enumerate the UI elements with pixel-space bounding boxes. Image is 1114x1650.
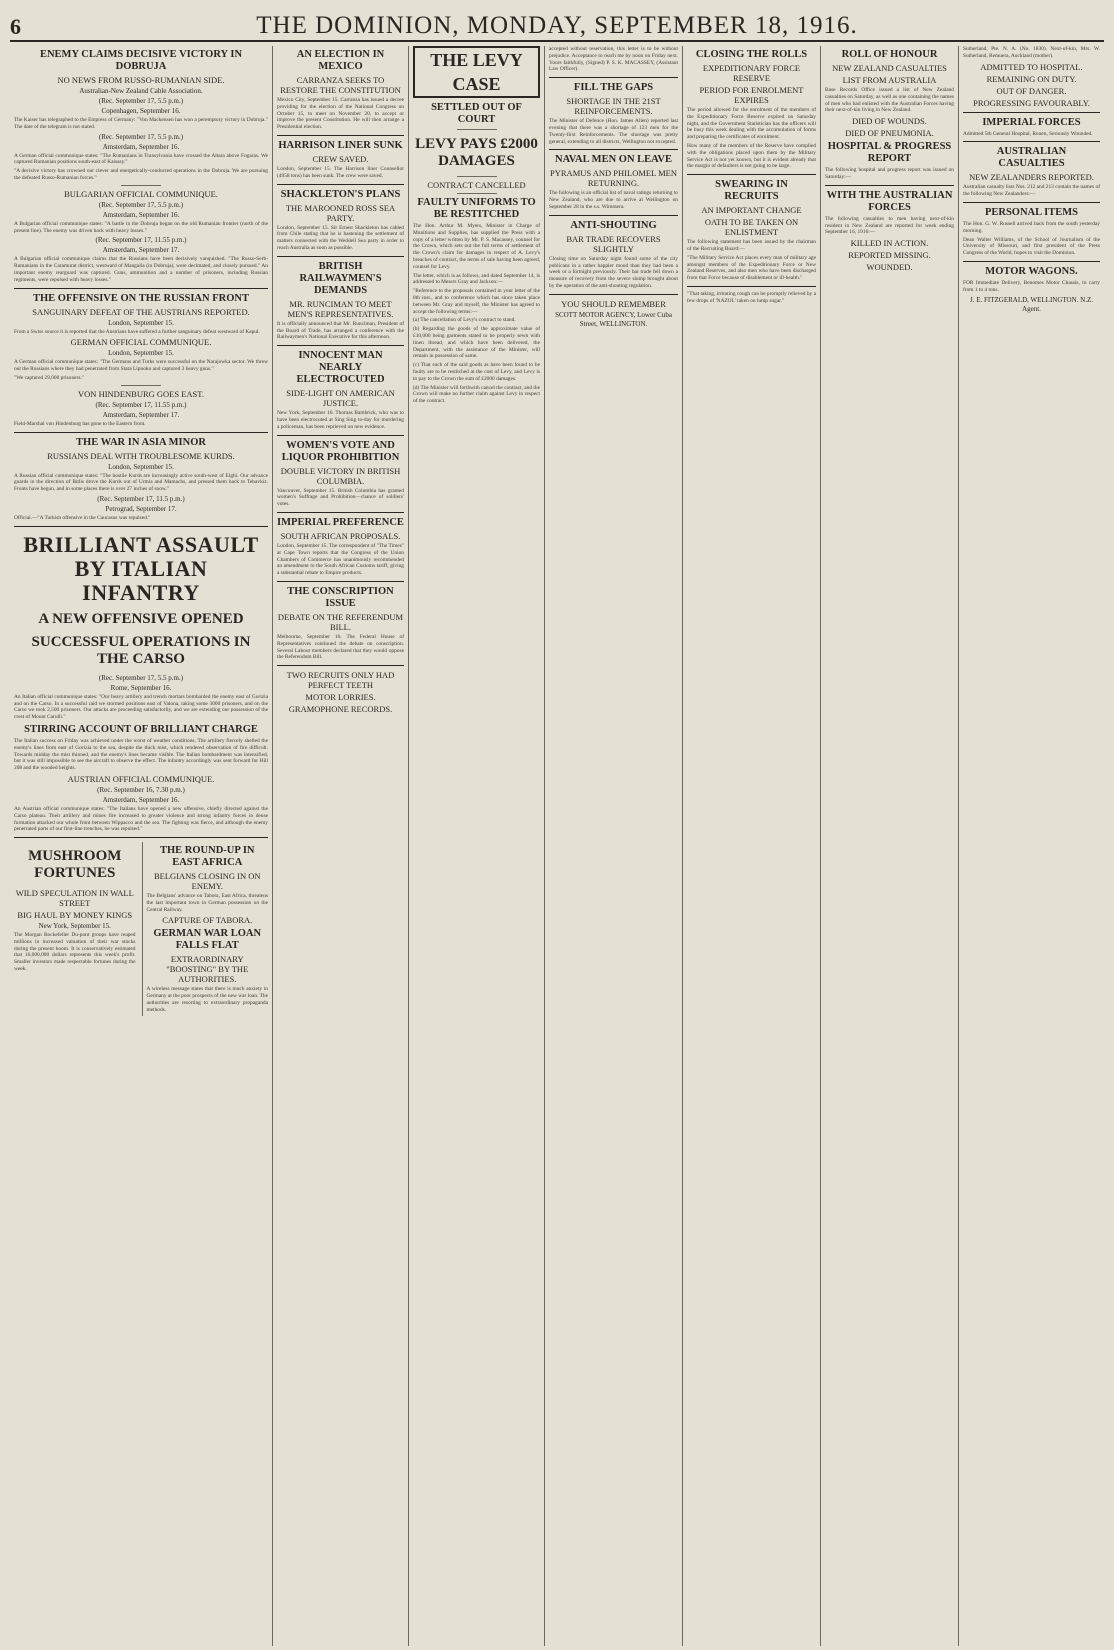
subhead-bulgarian: BULGARIAN OFFICIAL COMMUNIQUE. <box>64 188 218 199</box>
article-text: The Hon. Arthur M. Myers, Minister in Charge of Munitions and Supplies, has supplied the Press with a copy of a letter written by Mr. P. S. Macassey, counsel for the Crown, which sets out the full terms of settlement of the Crown's claim for damages in respect of A. Levy's breaches of contract, the terms of sale having been agreed, counsel for Levy. <box>413 223 540 270</box>
article-text: London, September 15. Sir Ernest Shackleton has cabled from Chile stating that he is hastening the settlement of matters connected with the Weddell Sea party in order to reach Australia as soon as possible. <box>277 224 404 251</box>
subhead-crew: CREW SAVED. <box>312 153 369 164</box>
article-text: Melbourne, September 16. The Federal House of Representatives continued the debate on conscription. Several Labour members declared that they would oppose the Referendum Bill. <box>277 633 404 661</box>
dateline: Petrograd, September 17. <box>105 504 177 513</box>
article-text: A wireless message states that there is much anxiety in Germany at the poor prospects of the new war loan. The authorities are resorting to extraordinary propaganda methods. <box>146 986 268 1013</box>
article-text: Field-Marshal von Hindenburg has gone to the Eastern front. <box>14 420 146 427</box>
article-text: A Bulgarian official communique claims that the Russians have been decisively vanquished. "The Russo-Serb-Rumanians in the Caramurat district, westward of Mangalia (in Dobruja), were decimated, and closely pursued." An important enemy rearguard was captured. Guns, ammunition and a number of prisoners, including Russian regiments, were repulsed with heavy losses." <box>14 256 268 283</box>
article-text: London, September 15. The Harrison liner Counsellor (4958 tons) has been sunk. The crew were saved. <box>277 165 404 179</box>
subhead-killed: KILLED IN ACTION. <box>850 238 929 249</box>
column-6 <box>820 46 958 1646</box>
headline-enemy-claims: ENEMY CLAIMS DECISIVE VICTORY IN DOBRUJA <box>39 49 243 72</box>
subhead-enrolment: PERIOD FOR ENROLMENT EXPIRES <box>699 85 804 105</box>
received-line: (Rec. September 17, 11.55 p.m.) <box>95 236 187 245</box>
headline-personal-items: PERSONAL ITEMS <box>984 206 1079 218</box>
advert-motor-agency: SCOTT MOTOR AGENCY, Lower Cuba Street, WELLINGTON. <box>555 310 672 328</box>
article-text: The following hospital and progress report was issued on Saturday:— <box>825 167 954 180</box>
dateline: London, September 15. <box>108 318 174 327</box>
dateline: Amsterdam, September 17. <box>102 246 180 255</box>
subhead-defeat: SANGUINARY DEFEAT OF THE AUSTRIANS REPORTED. <box>32 306 250 317</box>
subhead-bar-trade: BAR TRADE RECOVERS SLIGHTLY <box>566 233 661 254</box>
article-text: The Belgians' advance on Tabora, East Africa, threatens the last important town in German possession on the Central Railway. <box>146 893 268 913</box>
subhead-german: GERMAN OFFICIAL COMMUNIQUE. <box>70 337 212 348</box>
headline-offensive: THE OFFENSIVE ON THE RUSSIAN FRONT <box>33 292 249 304</box>
headline-mushroom-fortunes: MUSHROOM FORTUNES <box>28 848 122 882</box>
subhead-belgians: BELGIANS CLOSING IN ON ENEMY. <box>154 871 261 892</box>
article-text: An Italian official communique states: "Our heavy artillery and trench mortars bombarded the enemy east of Gorizia and on the Carso. In a successful raid we stormed positions east of Valona, taking some 3000 prisoners, and on the Carso we took 2,500 prisoners. Our attacks are proceeding satisfactorily, and we are extending our possession of the crest of Mount Carulli." <box>14 693 268 721</box>
dateline: Amsterdam, September 16. <box>102 795 180 804</box>
headline-conscription: THE CONSCRIPTION ISSUE <box>287 585 394 609</box>
article-text: A German official communique states: "The Germans and Turks were successful on the Narajowka sector. We threw out the Russians where they had penetrated from Stara Lipnoko and captured 3 heavy guns." <box>14 359 268 373</box>
subhead-died-pneumonia: DIED OF PNEUMONIA. <box>845 128 934 139</box>
subhead-hindenburg: VON HINDENBURG GOES EAST. <box>78 388 204 399</box>
advert-lorries: MOTOR LORRIES. <box>305 692 376 703</box>
agency-line: Australian-New Zealand Cable Association. <box>79 87 203 95</box>
article-text: It is officially announced that Mr. Runciman, President of the Board of Trade, has arranged a conference with the Railwaymen's National Executive for this afternoon. <box>277 320 404 341</box>
subhead-progressing: PROGRESSING FAVOURABLY. <box>973 97 1090 108</box>
subhead-faulty-uniforms: FAULTY UNIFORMS TO BE RESTITCHED <box>417 197 536 220</box>
headline-war-loan: GERMAN WAR LOAN FALLS FLAT <box>153 928 262 952</box>
subhead-out-of-danger: OUT OF DANGER. <box>996 85 1067 96</box>
subhead-change: AN IMPORTANT CHANGE <box>701 205 802 216</box>
subhead-died-wounds: DIED OF WOUNDS. <box>852 116 927 127</box>
subhead-british-columbia: DOUBLE VICTORY IN BRITISH COLUMBIA. <box>280 465 401 486</box>
article-text: The following statement has been issued by the chairman of the Recruiting Board:— <box>687 239 816 252</box>
article-text: "We captured 29,000 prisoners." <box>14 374 84 381</box>
subhead-oath: OATH TO BE TAKEN ON ENLISTMENT <box>704 217 799 238</box>
article-text: Base Records Office issued a list of New Zealand casualties on Saturday, as well as one containing the names of men who had enlisted with the Australian Forces having their next-of-kin living in New Zealand. <box>825 87 954 114</box>
headline-hospital-report: HOSPITAL & PROGRESS REPORT <box>827 141 952 165</box>
headline-brilliant-assault: BRILLIANT ASSAULT BY ITALIAN INFANTRY <box>23 531 259 605</box>
article-text: The Kaiser has telegraphed to the Empress of Germany: "Von Mackensen has won a peremptory victory in Dobruja." The date of the telegram is not stated. <box>14 117 268 130</box>
subhead-remaining: REMAINING ON DUTY. <box>986 73 1077 84</box>
subhead-referendum: DEBATE ON THE REFERENDUM BILL. <box>277 611 404 632</box>
column-4 <box>544 46 682 1646</box>
dateline: Amsterdam, September 16. <box>102 210 180 219</box>
advert-nazol: "That taking, irritating cough can be promptly relieved by a few drops of 'NAZOL' taken on lump sugar." <box>687 290 816 304</box>
received-line: (Rec. September 17, 5.5 p.m.) <box>98 132 184 141</box>
headline-mexico: AN ELECTION IN MEXICO <box>296 49 385 72</box>
subhead-runciman: MR. RUNCIMAN TO MEET MEN'S REPRESENTATIVES. <box>287 298 394 319</box>
received-line: (Rec. September 17, 5.5 p.m.) <box>98 97 184 105</box>
article-text: accepted without reservation, this letter is to be without prejudice. Acceptance to reach me by noon on Friday next. Yours faithfully, (Signed) P. S. K. MACASSEY, (Assistant Law Officer). <box>549 46 678 73</box>
article-text: The Morgan Rockefeller Du-pont groups have reaped millions in increased valuation of their war stocks during the present boom. It is conservatively estimated that 16,000,000 dollars represents this week's profit. Smaller investors made respectable fortunes during the week. <box>14 932 136 973</box>
headline-levy-case: THE LEVY CASE <box>413 46 540 98</box>
headline-anti-shouting: ANTI-SHOUTING <box>570 219 657 231</box>
article-text: (d) The Minister will forthwith cancel the contract, and the Crown will make no further claim against Levy in respect of the contract. <box>413 384 540 405</box>
dateline: New York, September 15. <box>38 922 111 931</box>
headline-australian-casualties: AUSTRALIAN CASUALTIES <box>996 146 1067 170</box>
received-line: (Rec. September 17, 5.5 p.m.) <box>98 673 184 682</box>
column-2 <box>272 46 408 1646</box>
headline-levy-pays: LEVY PAYS £2000 DAMAGES <box>415 136 538 169</box>
article-text: An Austrian official communique states: "The Italians have opened a new offensive, chiefly directed against the Carso plateau. Their artillery and mines fire increased to greater violence and strong infantry forces in dense formation attacked our whole front between Wippacco and the sea. The fighting was fierce, and although the enemy penetrated parts of our first-line trenches, he was repulsed." <box>14 805 268 833</box>
article-text: "The Military Service Act places every man of military age amongst members of the Expeditionary Force or New Zealand Reserves, and also men who have been discharged from that Force because of disablement or ill-health." <box>687 254 816 282</box>
dateline: Amsterdam, September 17. <box>102 410 180 419</box>
subhead-casualties: NEW ZEALAND CASUALTIES <box>832 63 947 73</box>
subhead-contract: CONTRACT CANCELLED <box>427 180 526 190</box>
subhead-justice: SIDE-LIGHT ON AMERICAN JUSTICE. <box>286 388 395 409</box>
advert-signature: J. E. FITZGERALD, WELLINGTON. N.Z. Agent. <box>969 295 1093 313</box>
headline-closing-rolls: CLOSING THE ROLLS <box>695 49 808 60</box>
article-text: The Minister of Defence (Hon. James Allen) reported last evening that there was a shortage of 123 men for the Twenty-first Reinforcements. The shortage was pretty general, extending to all districts, Wellington not excepted. <box>549 118 678 145</box>
headline-stirring-account: STIRRING ACCOUNT OF BRILLIANT CHARGE <box>24 723 258 735</box>
subhead-settled: SETTLED OUT OF COURT <box>431 102 522 125</box>
article-text: Admitted 5th General Hospital, Rouen, Seriously Wounded. <box>963 130 1093 137</box>
article-text: The period allowed for the enrolment of the members of the Expeditionary Force Reserve expired on Saturday night, and the Government Statistician has the officers will be busy this week dealing with the accumulation of forms and preparing the certificates of enrolment. <box>687 107 816 141</box>
subhead-admitted: ADMITTED TO HOSPITAL. <box>980 61 1083 72</box>
subhead-boosting: EXTRAORDINARY "BOOSTING" BY THE AUTHORITIES. <box>166 954 249 985</box>
received-line: (Rec. September 16, 7.30 p.m.) <box>97 785 185 794</box>
article-text: Australian casualty lists Nos. 212 and 213 contain the names of the following New Zealanders:— <box>963 184 1100 198</box>
headline-harrison: HARRISON LINER SUNK <box>278 139 403 151</box>
article-text: The Italian success on Friday was achieved under the worst of weather conditions. The artillery fiercely shelled the enemy's lines from east of Gorizia to the sea, despite the thick mist, which rendered observation of fire difficult. Towards midday the mist thinned, and the enemy's lines became visible. The Italian bombardment was intensified, but it was still impossible to see the aircraft to observe the effect. The infantry accordingly was sent forward for Hill 208 and the wooded heights. <box>14 737 268 772</box>
article-text: How many of the members of the Reserve have complied with the obligations placed upon them by the Military Service Act is not yet known, but it is evident already that the margin of defaulters is not going to be large. <box>687 142 816 170</box>
dateline: Amsterdam, September 16. <box>102 142 180 151</box>
dateline: Rome, September 16. <box>110 683 172 692</box>
newspaper-title: THE DOMINION, MONDAY, SEPTEMBER 18, 1916. <box>256 12 858 39</box>
subhead-australia-list: LIST FROM AUSTRALIA <box>842 75 937 85</box>
headline-fill-gaps: FILL THE GAPS <box>573 82 654 94</box>
headline-electrocuted: INNOCENT MAN NEARLY ELECTROCUTED <box>296 350 385 386</box>
article-text: Vancouver, September 15. British Columbia has granted women's Suffrage and Prohibition—chance of soldiers' votes. <box>277 487 404 508</box>
article-text: The Hon. G. W. Russell arrived back from the south yesterday morning. <box>963 220 1100 234</box>
headline-australian-forces: WITH THE AUSTRALIAN FORCES <box>826 189 953 213</box>
subhead-new-zealanders: NEW ZEALANDERS REPORTED. <box>969 172 1094 183</box>
headline-new-offensive: A NEW OFFENSIVE OPENED <box>38 610 244 627</box>
article-text: A German official communique states: "The Rumanians in Transylvania have crossed the Altara above Fogaras. We captured Rumanian positions south-east of Kaisasy." <box>14 152 268 166</box>
headline-swearing-in: SWEARING IN RECRUITS <box>715 179 788 203</box>
article-text: A Bulgarian official communique states: "A battle in the Dobruja began on the old Rumanian frontier (north of the present line). The enemy was driven back with heavy losses." <box>14 220 268 234</box>
subhead-shortage: SHORTAGE IN THE 21ST REINFORCEMENTS. <box>566 96 661 117</box>
subhead-kurds: RUSSIANS DEAL WITH TROUBLESOME KURDS. <box>47 450 235 461</box>
subhead-south-african: SOUTH AFRICAN PROPOSALS. <box>280 530 401 541</box>
article-text: From a Swiss source it is reported that the Austrians have suffered a further sanguinary defeat westward of Kapul. <box>14 328 260 335</box>
article-text: The following is an official list of naval ratings returning to New Zealand, who are due to arrive at Wellington on September 28 in the s.s. Wimmera. <box>549 190 678 210</box>
article-text: "Reference to the proposals contained in your letter of the 8th inst., and to conference which has since taken place between Mr. Gray and myself, the Minister has agreed to accept the following terms:— <box>413 288 540 315</box>
headline-railwaymen: BRITISH RAILWAYMEN'S DEMANDS <box>299 260 382 296</box>
article-text: (a) The cancellation of Levy's contract to stand. <box>413 317 516 324</box>
headline-east-africa: THE ROUND-UP IN EAST AFRICA <box>159 845 255 869</box>
column-7 <box>958 46 1104 1646</box>
headline-carso: SUCCESSFUL OPERATIONS IN THE CARSO <box>31 633 251 667</box>
article-text: London, September 15. The correspondent of "The Times" at Cape Town reports that the Congress of the Union Chambers of Commerce has unanimously recommended an amendment to the South African Customs tariff, giving a substantial rebate to Empire products. <box>277 542 404 577</box>
subhead-missing: REPORTED MISSING. <box>848 250 931 261</box>
article-text: (b) Regarding the goods of the approximate value of £10,000 being garments stated to be properly sewn with linen thread, and which have been delivered, the Department, with the assistance of the Minister, will remain in possession of same. <box>413 326 540 360</box>
article-text: New York, September 16. Thomas Bambrick, who was to have been electrocuted at Sing Sing to-day for murdering a policeman, has been reprieved on new evidence. <box>277 410 404 430</box>
headline-imperial-forces: IMPERIAL FORCES <box>982 116 1081 128</box>
advert-teeth: TWO RECRUITS ONLY HAD PERFECT TEETH <box>286 670 395 691</box>
received-line: (Rec. September 17, 11.5 p.m.) <box>97 494 185 503</box>
subhead-austrian: AUSTRIAN OFFICIAL COMMUNIQUE. <box>67 773 215 784</box>
advert-text: FOR Immediate Delivery, Benomes Motor Chassis, to carry from 1 to 4 tons. <box>963 279 1100 293</box>
advert-gramophone: GRAMOPHONE RECORDS. <box>288 704 393 715</box>
subhead-wall-street: WILD SPECULATION IN WALL STREET <box>15 888 134 909</box>
subhead-ross-sea: THE MAROONED ROSS SEA PARTY. <box>285 202 396 223</box>
article-text: Official.—"A Turkish offensive in the Caucasus was repulsed." <box>14 514 151 521</box>
subhead-pyramus: PYRAMUS AND PHILOMEL MEN RETURNING. <box>550 168 677 189</box>
advert-remember: YOU SHOULD REMEMBER <box>561 298 666 309</box>
subhead-money-kings: BIG HAUL BY MONEY KINGS <box>17 910 133 921</box>
article-text: Closing time on Saturday night found some of the city publicans in a rather happier mood than they had been a week or a fortnight previously. Their bar trade fell down a measure of recovery from the severe slump brought about by the operation of the anti-shouting regulation. <box>549 255 678 289</box>
article-text: Dean Walter Williams, of the School of Journalism of the University of Missouri, and first president of the Press Congress of the World, hopes to visit the Dominion. <box>963 236 1100 257</box>
dateline: Copenhagen, September 16. <box>101 107 181 115</box>
subhead-reserve: EXPEDITIONARY FORCE RESERVE <box>702 63 801 83</box>
headline-naval-men: NAVAL MEN ON LEAVE <box>555 154 672 166</box>
article-text: Mexico City, September 15. Carranza has issued a decree providing for the election of the National Congress on October 15, to meet on November 20, to accept or improve the present Constitution. He will then arrange a Presidential election. <box>277 97 404 131</box>
dateline: London, September 15. <box>108 462 174 471</box>
article-text: Sutherland, Pte. N. A. (No. 1830). Next-of-kin, Mrs. W. Sutherland, Remuera, Auckland (mother). <box>963 46 1100 59</box>
headline-motor-wagons: MOTOR WAGONS. <box>985 265 1078 277</box>
headline-womens-vote: WOMEN'S VOTE AND LIQUOR PROHIBITION <box>281 439 400 463</box>
article-text: (c) That such of the said goods as have been found to be faulty are to be restitched at the cost of Levy, and Levy is to pay to the Crown the sum of £2000 damages. <box>413 362 540 382</box>
subhead-no-news: NO NEWS FROM RUSSO-RUMANIAN SIDE. <box>57 75 225 85</box>
column-3 <box>408 46 544 1646</box>
article-text: The following casualties to men having next-of-kin resident in New Zealand are reported for week ending September 16, 1916:— <box>825 215 954 236</box>
article-text: The letter, which is as follows, and dated September 14, is addressed to Messrs Gray and Jackson:— <box>413 272 540 286</box>
article-text: "A decisive victory has crowned our clever and energetically-conducted operations in the Dobruja. We are pursuing the defeated Russo-Rumanian forces." <box>14 168 268 181</box>
headline-shackleton: SHACKLETON'S PLANS <box>280 188 401 200</box>
column-5 <box>682 46 820 1646</box>
column-1 <box>10 46 272 1646</box>
received-line: (Rec. September 17, 11.55 p.m.) <box>95 400 187 409</box>
article-text: A Russian official communique states: "The hostile Kurds are increasingly active south-west of Elghi. Our advance guards in the direction of Bitlis drove the Kurds out of Urmia and Mamachs, and pressed them back to Tebavkiz. Fronts have begun, and in some places there is over 27 inches of snow." <box>14 472 268 493</box>
subhead-tabora: CAPTURE OF TABORA. <box>162 915 253 926</box>
page-number: 6 <box>10 14 21 39</box>
received-line: (Rec. September 17, 5.5 p.m.) <box>98 200 184 209</box>
headline-roll-of-honour: ROLL OF HONOUR <box>841 49 938 60</box>
subhead-wounded: WOUNDED. <box>866 262 913 273</box>
dateline: London, September 15. <box>108 349 174 358</box>
masthead <box>10 6 1104 42</box>
headline-imperial-preference: IMPERIAL PREFERENCE <box>277 516 404 528</box>
subhead-carranza: CARRANZA SEEKS TO RESTORE THE CONSTITUTION <box>280 75 401 95</box>
headline-asia-minor: THE WAR IN ASIA MINOR <box>76 436 206 448</box>
